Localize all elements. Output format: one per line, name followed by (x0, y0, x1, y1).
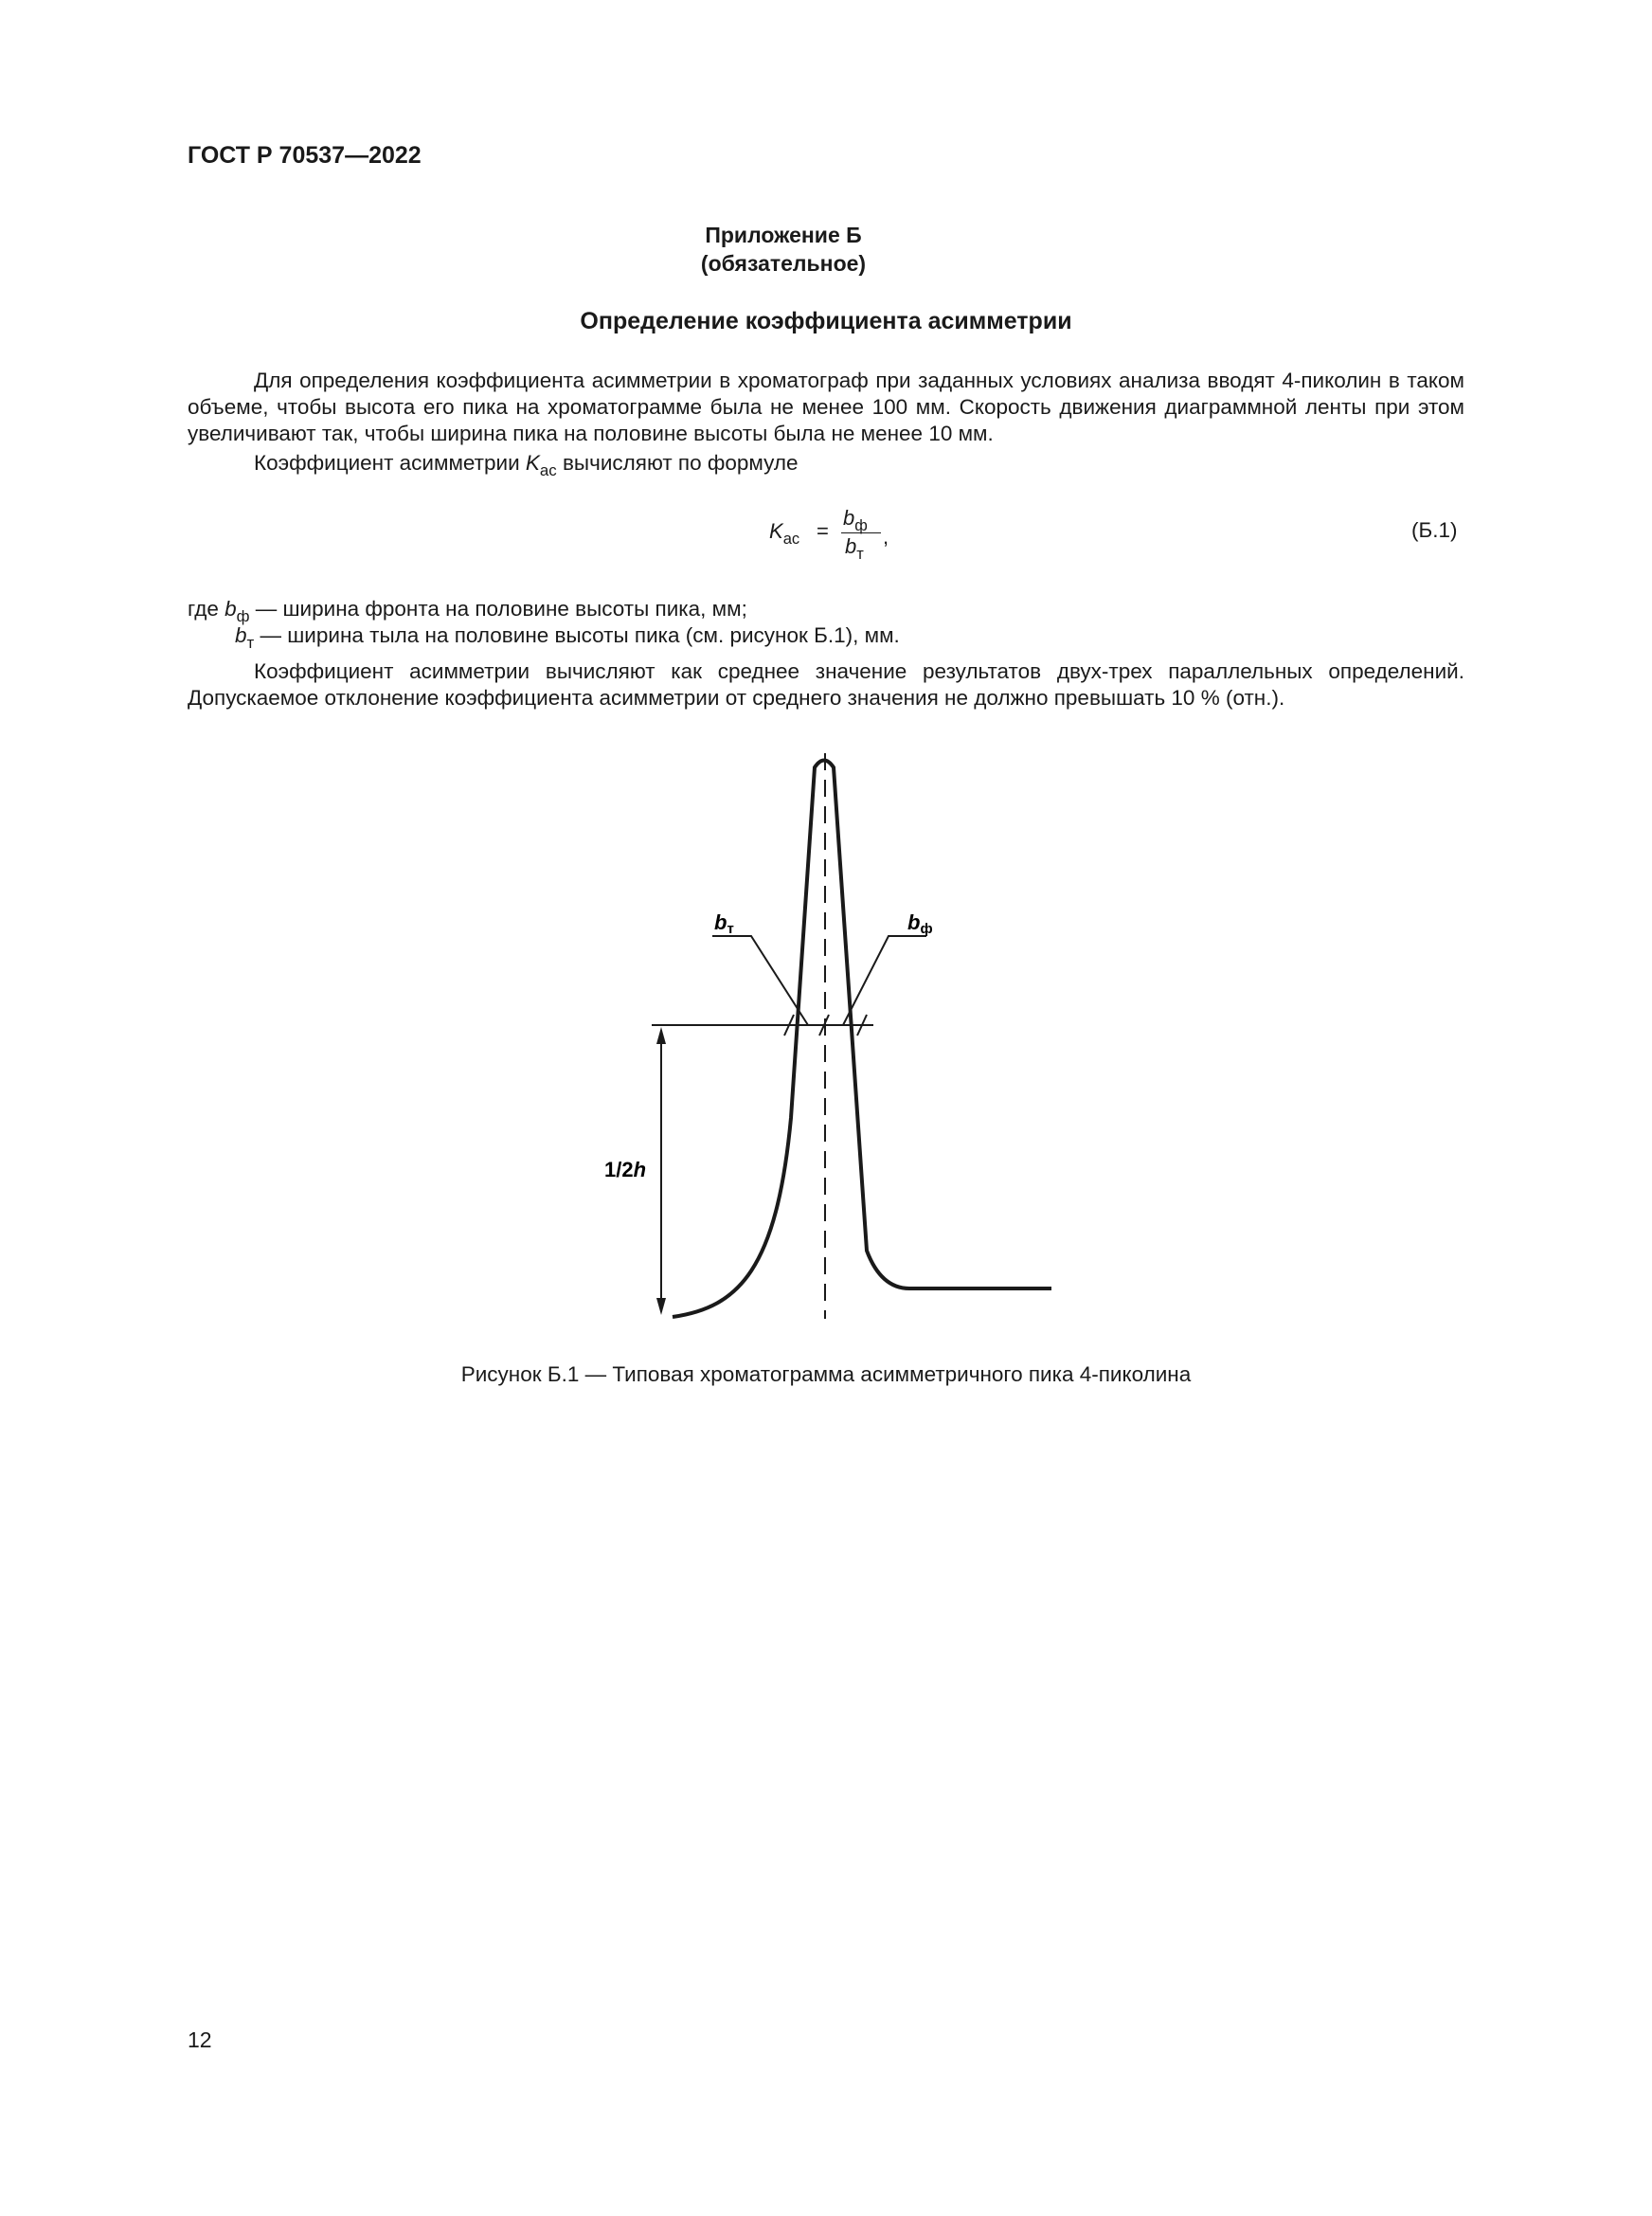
formula-lhs (769, 519, 800, 548)
formula-fraction-bar (841, 532, 881, 533)
formula-number: (Б.1) (1411, 518, 1458, 542)
label-bt-symbol: b (714, 910, 727, 934)
section-title: Определение коэффициента асимметрии (580, 308, 1072, 334)
formula-num-symbol: b (843, 506, 855, 530)
annex-title: Приложение Б (705, 223, 862, 247)
p2-symbol-k: K (525, 451, 540, 475)
annex-status: (обязательное) (700, 251, 867, 276)
p2-text-before: Коэффициент асимметрии (254, 451, 526, 475)
p2-text-after: вычисляют по формуле (556, 451, 799, 475)
formula-den-sub: т (856, 545, 864, 563)
annex-heading (0, 221, 1567, 278)
formula-comma: , (883, 525, 889, 549)
leader-line-bf (843, 936, 926, 1025)
leader-line-bt (712, 936, 808, 1025)
arrow-head-top (656, 1027, 666, 1044)
paragraph-calculation: Коэффициент асимметрии вычисляют как среднее значение результатов двух-трех параллельных определений. Допускаемое отклонение коэффициента асимметрии от среднего значения не должно превышать 10 % (отн.). (188, 659, 1464, 710)
formula-den-symbol: b (845, 534, 857, 558)
paragraph-formula-intro (254, 450, 1464, 477)
formula-equals: = (817, 519, 829, 543)
label-bf-symbol: b (907, 910, 921, 934)
where2-sub: т (246, 633, 255, 652)
peak-curve (673, 761, 1051, 1318)
where2-symbol: b (235, 623, 247, 647)
where1-symbol: b (224, 597, 237, 621)
where1-sub: ф (236, 606, 250, 625)
formula-numerator (843, 506, 868, 534)
label-bf (907, 910, 933, 937)
formula-denominator (845, 534, 864, 563)
label-bf-sub: ф (920, 921, 933, 937)
page-number: 12 (188, 2027, 212, 2052)
standard-designation: ГОСТ Р 70537—2022 (188, 142, 422, 169)
formula-b1 (769, 506, 892, 563)
chromatogram-figure (604, 739, 1070, 1326)
formula-lhs-sub: ас (782, 530, 800, 548)
formula-lhs-symbol: K (769, 519, 783, 543)
arrow-head-bottom (656, 1298, 666, 1315)
label-bt (714, 910, 734, 937)
label-half-height-h: h (633, 1158, 647, 1181)
where-prefix: где (188, 597, 225, 621)
paragraph-intro: Для определения коэффициента асимметрии в хроматограф при заданных условиях анализа вводят 4-пиколин в таком объеме, чтобы высота его пика на хроматограмме была не менее 100 мм. Скорость движения диаграммной ленты при этом увеличивают так, чтобы ширина пика на половине высоты была не менее 10 мм. (188, 369, 1464, 445)
label-half-height (604, 1158, 646, 1181)
label-half-height-text: 1/2 (604, 1158, 634, 1181)
where2-text: — ширина тыла на половине высоты пика (см. рисунок Б.1), мм. (254, 623, 900, 647)
where-line-front (188, 597, 747, 625)
p2-symbol-sub: ас (539, 460, 557, 479)
where-line-tail (235, 623, 900, 652)
formula-num-sub: ф (854, 516, 868, 534)
figure-caption: Рисунок Б.1 — Типовая хроматограмма асимметричного пика 4-пиколина (460, 1362, 1192, 1386)
label-bt-sub: т (727, 921, 734, 937)
where1-text: — ширина фронта на половине высоты пика, мм; (249, 597, 747, 621)
